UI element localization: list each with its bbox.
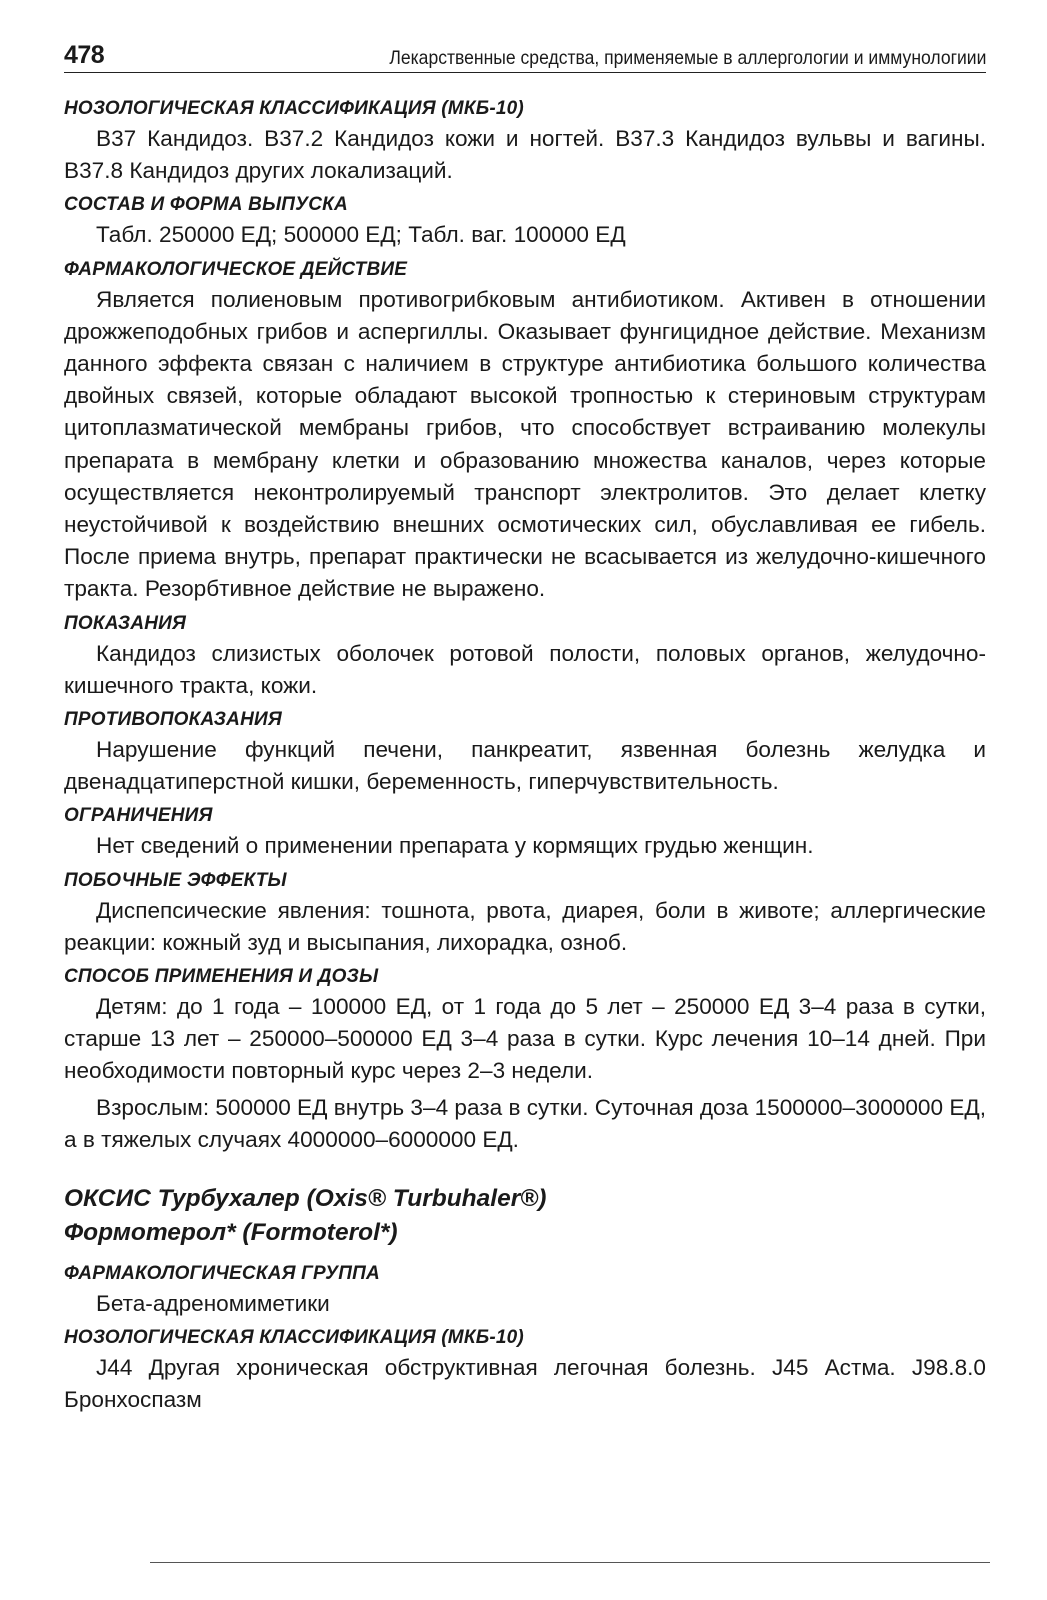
section-heading: ПОКАЗАНИЯ xyxy=(64,612,187,634)
section-text: Бета-адреномиметики xyxy=(96,1291,330,1317)
running-head xyxy=(64,34,986,73)
drug-title-generic-name: Формотерол* (Formoterol*) xyxy=(64,1219,398,1247)
running-head-title: Лекарственные средства, применяемые в аллергологии и иммунологиии xyxy=(388,47,986,69)
section-text: Табл. 250000 ЕД; 500000 ЕД; Табл. ваг. 100000 ЕД xyxy=(96,222,626,248)
section-indications xyxy=(64,610,986,702)
section-contraindications xyxy=(64,706,986,798)
section-heading: СОСТАВ И ФОРМА ВЫПУСКА xyxy=(64,194,348,216)
section-heading: ПОБОЧНЫЕ ЭФФЕКТЫ xyxy=(64,869,287,891)
spacer xyxy=(64,1160,986,1182)
section-text: Кандидоз слизистых оболочек ротовой полости, половых органов, желудочно-кишечного тракта, кожи. xyxy=(64,640,986,698)
section-text: J44 Другая хроническая обструктивная легочная болезнь. J45 Астма. J98.8.0 Бронхоспазм xyxy=(64,1355,986,1413)
section-pharmacological-action xyxy=(64,256,986,606)
section-heading: ФАРМАКОЛОГИЧЕСКОЕ ДЕЙСТВИЕ xyxy=(64,258,408,280)
section-nosology xyxy=(64,95,986,187)
page-number: 478 xyxy=(64,41,105,69)
section-restrictions xyxy=(64,802,986,862)
section-text: В37 Кандидоз. В37.2 Кандидоз кожи и ногтей. В37.3 Кандидоз вульвы и вагины. В37.8 Кандидоз других локализаций. xyxy=(64,126,986,184)
section-text-adults: Взрослым: 500000 ЕД внутрь 3–4 раза в сутки. Суточная доза 1500000–3000000 ЕД, а в тяжелых случаях 4000000–6000000 ЕД. xyxy=(64,1094,986,1152)
drug-title-trade-name: ОКСИС Турбухалер (Oxis® Turbuhaler®) xyxy=(64,1185,547,1213)
section-text: Является полиеновым противогрибковым антибиотиком. Активен в отношении дрожжеподобных грибов и аспергиллы. Оказывает фунгицидное действие. Механизм данного эффекта связан с наличием в структуре антибиотика большого количества двойных связей, которые обладают высокой тропностью к стериновым структурам цитоплазматической мембраны грибов, что способствует встраиванию молекулы препарата в мембрану клетки и образованию множества каналов, через которые осуществляется неконтролируемый транспорт электролитов. Это делает клетку неустойчивой к воздействию внешних осмотических сил, обуславливая ее гибель. После приема внутрь, препарат практически не всасывается из желудочно-кишечного тракта. Резорбтивное действие не выражено. xyxy=(64,286,986,602)
section-text: Диспепсические явления: тошнота, рвота, диарея, боли в животе; аллергические реакции: кожный зуд и высыпания, лихорадка, озноб. xyxy=(64,897,986,955)
section-text: Нарушение функций печени, панкреатит, язвенная болезнь желудка и двенадцатиперстной кишки, беременность, гиперчувствительность. xyxy=(64,737,986,795)
section-text: Нет сведений о применении препарата у кормящих грудью женщин. xyxy=(96,833,814,859)
section-pharmacological-group xyxy=(64,1260,986,1320)
section-heading: ПРОТИВОПОКАЗАНИЯ xyxy=(64,709,282,731)
page-content xyxy=(64,95,986,1417)
section-dosage xyxy=(64,963,986,1156)
section-composition xyxy=(64,191,986,251)
section-heading: НОЗОЛОГИЧЕСКАЯ КЛАССИФИКАЦИЯ (МКБ-10) xyxy=(64,1327,524,1349)
section-heading: СПОСОБ ПРИМЕНЕНИЯ И ДОЗЫ xyxy=(64,966,379,988)
section-text-children: Детям: до 1 года – 100000 ЕД, от 1 года до 5 лет – 250000 ЕД 3–4 раза в сутки, старше 13 лет – 250000–500000 ЕД 3–4 раза в сутки. Курс лечения 10–14 дней. При необходимости повторный курс через 2–3 недели. xyxy=(64,994,986,1084)
section-nosology-oxis xyxy=(64,1324,986,1416)
section-side-effects xyxy=(64,867,986,959)
bottom-rule xyxy=(150,1562,990,1563)
section-heading: ФАРМАКОЛОГИЧЕСКАЯ ГРУППА xyxy=(64,1263,380,1285)
book-page xyxy=(64,34,986,1421)
section-heading: ОГРАНИЧЕНИЯ xyxy=(64,805,213,827)
section-heading: НОЗОЛОГИЧЕСКАЯ КЛАССИФИКАЦИЯ (МКБ-10) xyxy=(64,98,524,119)
